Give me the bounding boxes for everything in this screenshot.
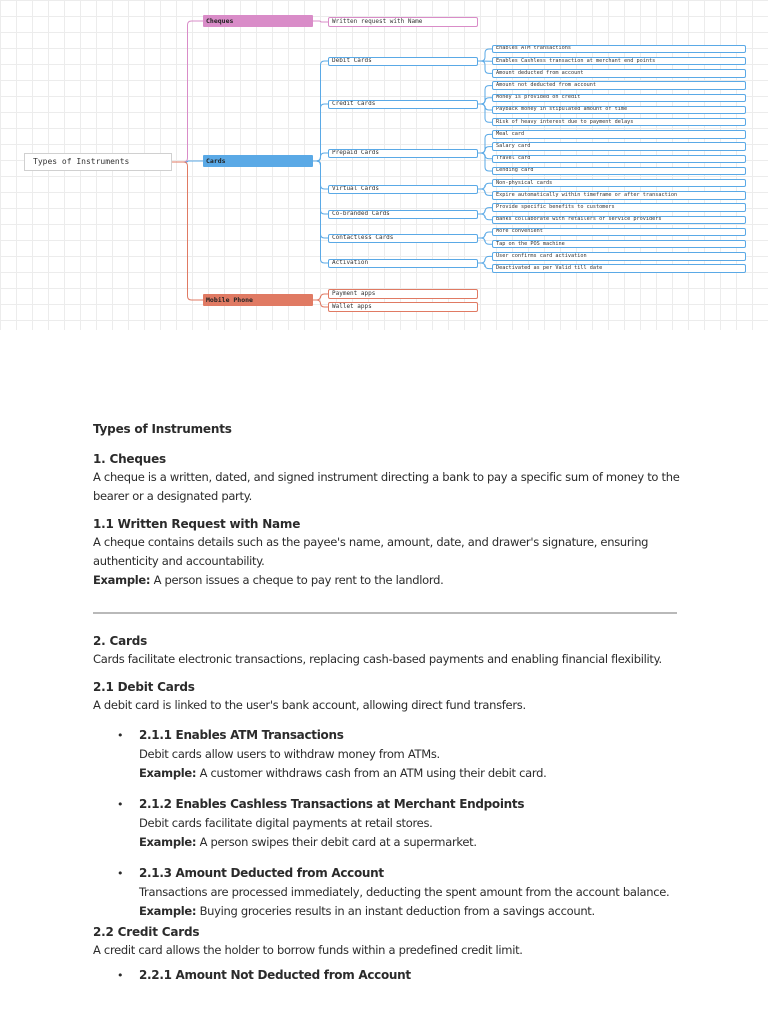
list-item-text: Debit cards facilitate digital payments at retail stores. [139, 816, 433, 830]
connector-line [478, 238, 492, 244]
example-label: Example: [139, 766, 197, 780]
connector-line [478, 256, 492, 263]
node-contactless-cards[interactable]: Contactless Cards [328, 234, 478, 243]
branch-cards[interactable]: Cards [203, 155, 313, 167]
example-text: A person issues a cheque to pay rent to the landlord. [153, 573, 444, 587]
cards-intro: Cards facilitate electronic transactions, replacing cash-based payments and enabling financial flexibility. [93, 652, 662, 666]
leaf-tap-on-the-pos-machine[interactable]: Tap on the POS machine [492, 240, 746, 249]
leaf-deactivated-as-per-valid-till-date[interactable]: Deactivated as per Valid till date [492, 264, 746, 273]
mind-map-canvas [0, 0, 768, 330]
example-text: Buying groceries results in an instant deduction from a savings account. [199, 904, 595, 918]
branch-cheques[interactable]: Cheques [203, 15, 313, 27]
bullet: • [117, 867, 124, 880]
leaf-money-is-provided-on-credit[interactable]: Money is provided on credit [492, 94, 746, 103]
document-title: Types of Instruments [93, 422, 232, 436]
connector-line [478, 61, 492, 73]
node-activation[interactable]: Activation [328, 259, 478, 268]
cheques-intro: A cheque is a written, dated, and signed instrument directing a bank to pay a specific sum of money to the bearer or a designated party. [93, 470, 680, 503]
bullet: • [117, 969, 124, 982]
bullet: • [117, 729, 124, 742]
list-item-title: 2.1.2 Enables Cashless Transactions at Merchant Endpoints [139, 797, 525, 811]
leaf-meal-card[interactable]: Meal card [492, 130, 746, 139]
leaf-provide-specific-benefits-to-customers[interactable]: Provide specific benefits to customers [492, 203, 746, 212]
example-label: Example: [139, 835, 197, 849]
connector-line [313, 104, 328, 161]
list-item-text: Transactions are processed immediately, deducting the spent amount from the account balance. [139, 885, 670, 899]
list-item [117, 966, 683, 985]
leaf-more-convenient[interactable]: More convenient [492, 228, 746, 237]
list-item-title: 2.1.3 Amount Deducted from Account [139, 866, 384, 880]
branch-mobile[interactable]: Mobile Phone [203, 294, 313, 306]
node-payment-apps[interactable]: Payment apps [328, 289, 478, 299]
connector-line [478, 263, 492, 269]
section-heading-cheques: 1. Cheques [93, 452, 166, 466]
connector-line [172, 162, 203, 300]
connector-line [478, 232, 492, 238]
credit-cards-intro: A credit card allows the holder to borrow funds within a predefined credit limit. [93, 943, 523, 957]
example-label: Example: [139, 904, 197, 918]
list-item [117, 795, 683, 852]
debit-cards-intro: A debit card is linked to the user's bank account, allowing direct fund transfers. [93, 698, 526, 712]
connector-line [313, 21, 328, 22]
connector-line [478, 208, 492, 214]
leaf-lending-card[interactable]: Lending card [492, 167, 746, 176]
list-item-example [139, 833, 683, 852]
example-label: Example: [93, 573, 151, 587]
subsection-heading-credit-cards: 2.2 Credit Cards [93, 925, 200, 939]
connector-line [478, 214, 492, 220]
leaf-amount-deducted-from-account[interactable]: Amount deducted from account [492, 69, 746, 78]
connector-line [478, 183, 492, 189]
connector-line [313, 294, 328, 300]
list-item [117, 726, 683, 783]
node-prepaid-cards[interactable]: Prepaid Cards [328, 149, 478, 158]
node-written-request-with-name[interactable]: Written request with Name [328, 17, 478, 27]
credit-cards-list [93, 966, 683, 985]
document-body [93, 422, 683, 997]
bullet: • [117, 798, 124, 811]
leaf-enables-cashless-transaction-at-merchant-end-points[interactable]: Enables Cashless transaction at merchant end points [492, 57, 746, 66]
subsection-heading-debit-cards: 2.1 Debit Cards [93, 680, 195, 694]
connector-line [478, 104, 492, 122]
leaf-expire-automatically-within-timeframe-or-after-transaction[interactable]: Expire automatically within timeframe or after transaction [492, 191, 746, 200]
list-item [117, 864, 683, 921]
example-text: A person swipes their debit card at a supermarket. [199, 835, 477, 849]
leaf-risk-of-heavy-interest-due-to-payment-delays[interactable]: Risk of heavy interest due to payment delays [492, 118, 746, 127]
connector-line [172, 21, 203, 162]
leaf-travel-card[interactable]: Travel card [492, 155, 746, 164]
section-heading-cards: 2. Cards [93, 634, 148, 648]
connector-line [313, 300, 328, 307]
example-text: A customer withdraws cash from an ATM using their debit card. [199, 766, 547, 780]
list-item-text: Debit cards allow users to withdraw money from ATMs. [139, 747, 440, 761]
subsection-heading-written-request: 1.1 Written Request with Name [93, 517, 301, 531]
connector-line [478, 153, 492, 171]
connector-line [313, 161, 328, 263]
leaf-user-confirms-card-activation[interactable]: User confirms card activation [492, 252, 746, 261]
list-item-example [139, 764, 683, 783]
node-credit-cards[interactable]: Credit Cards [328, 100, 478, 109]
connector-line [478, 49, 492, 61]
leaf-amount-not-deducted-from-account[interactable]: Amount not deducted from account [492, 81, 746, 90]
section-divider [93, 612, 677, 614]
root-node-types-of-instruments[interactable]: Types of Instruments [24, 153, 172, 171]
list-item-example [139, 902, 683, 921]
leaf-enables-atm-transactions[interactable]: Enables ATM transactions [492, 45, 746, 54]
node-co-branded-cards[interactable]: Co-branded Cards [328, 210, 478, 219]
written-request-text: A cheque contains details such as the payee's name, amount, date, and drawer's signature, ensuring authenticity and accountability. [93, 535, 649, 568]
cheques-example [93, 571, 683, 590]
list-item-title: 2.1.1 Enables ATM Transactions [139, 728, 344, 742]
leaf-salary-card[interactable]: Salary card [492, 142, 746, 151]
node-wallet-apps[interactable]: Wallet apps [328, 302, 478, 312]
node-debit-cards[interactable]: Debit Cards [328, 57, 478, 66]
leaf-non-physical-cards[interactable]: Non-physical cards [492, 179, 746, 188]
debit-cards-list [93, 726, 683, 921]
connector-line [478, 189, 492, 195]
leaf-banks-collaborate-with-retailers-or-service-providers[interactable]: Banks collaborate with retailers or service providers [492, 216, 746, 225]
node-virtual-cards[interactable]: Virtual Cards [328, 185, 478, 194]
leaf-payback-money-in-stipulated-amount-of-time[interactable]: Payback money in stipulated amount of time [492, 106, 746, 115]
list-item-title: 2.2.1 Amount Not Deducted from Account [139, 968, 411, 982]
